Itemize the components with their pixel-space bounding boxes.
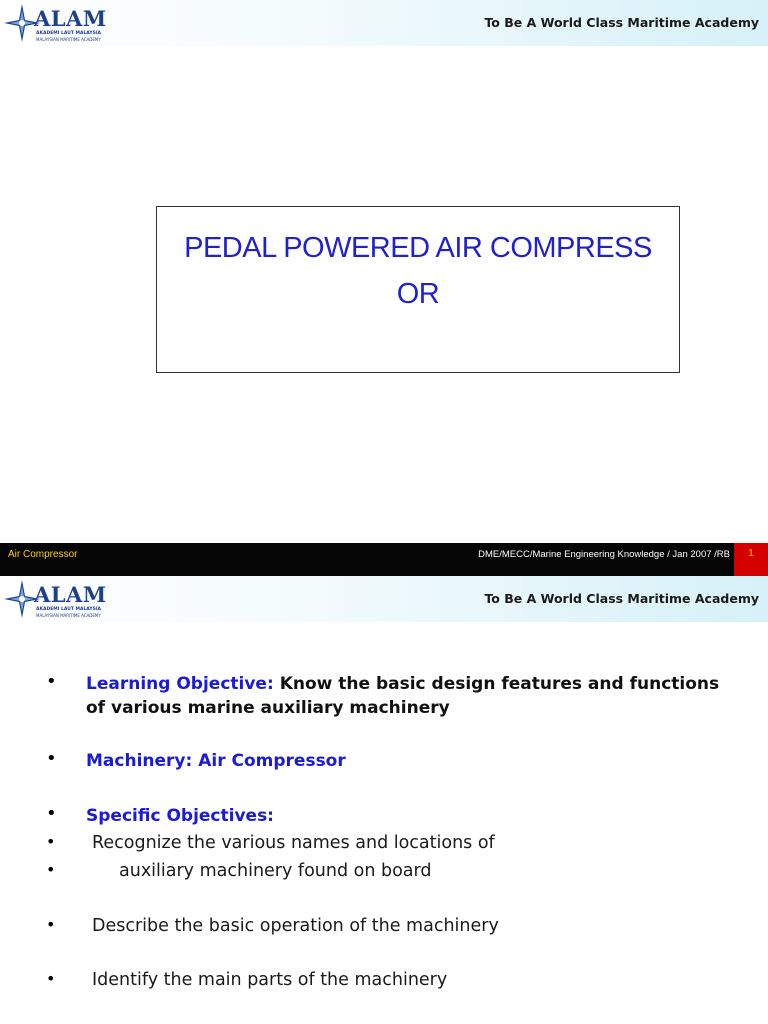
learning-objective-text xyxy=(86,672,736,720)
objective-text: Describe the basic operation of the machinery xyxy=(92,916,499,936)
slide-2 xyxy=(0,576,768,1024)
footer-course-info: DME/MECC/Marine Engineering Knowledge / Jan 2007 /RB xyxy=(478,549,730,560)
tagline: To Be A World Class Maritime Academy xyxy=(484,591,759,606)
tagline: To Be A World Class Maritime Academy xyxy=(484,15,759,30)
learning-objective-body: Know the basic design features and functions of various marine auxiliary machinery xyxy=(86,674,720,718)
specific-objectives-label: Specific Objectives: xyxy=(86,806,274,826)
objective-text: Recognize the various names and locations of xyxy=(92,833,495,853)
machinery-text xyxy=(86,749,736,773)
bullet-dot: • xyxy=(46,748,57,769)
logo-subtitle-2: MALAYSIAN MARITIME ACADEMY xyxy=(36,613,101,618)
machinery-label: Machinery: Air Compressor xyxy=(86,751,346,771)
logo-name: ALAM xyxy=(34,582,107,607)
bullet-dot: • xyxy=(46,915,56,934)
bullet-dot: • xyxy=(46,832,56,851)
page-number: 1 xyxy=(734,543,768,576)
bullet-dot: • xyxy=(46,671,57,692)
slide-header xyxy=(0,576,768,622)
logo-subtitle: AKADEMI LAUT MALAYSIA xyxy=(36,607,102,612)
bullet-dot: • xyxy=(46,803,57,824)
objective-text: auxiliary machinery found on board xyxy=(119,861,432,881)
bullet-dot: • xyxy=(46,969,56,988)
logo-name: ALAM xyxy=(34,6,107,31)
slide-header xyxy=(0,0,768,46)
learning-objective-label: Learning Objective: xyxy=(86,674,274,694)
slide-footer xyxy=(0,543,768,576)
alam-logo xyxy=(2,578,107,620)
objective-text: Identify the main parts of the machinery xyxy=(92,970,448,990)
title-box xyxy=(156,206,680,373)
logo-subtitle-2: MALAYSIAN MARITIME ACADEMY xyxy=(36,37,101,42)
footer-topic: Air Compressor xyxy=(8,549,78,560)
specific-objectives-text xyxy=(86,804,736,828)
logo-subtitle: AKADEMI LAUT MALAYSIA xyxy=(36,31,102,36)
slide-title-line-2: OR xyxy=(396,278,440,310)
alam-logo xyxy=(2,2,107,44)
slide-title-line-1: PEDAL POWERED AIR COMPRESS xyxy=(184,232,652,264)
bullet-dot: • xyxy=(46,860,56,879)
